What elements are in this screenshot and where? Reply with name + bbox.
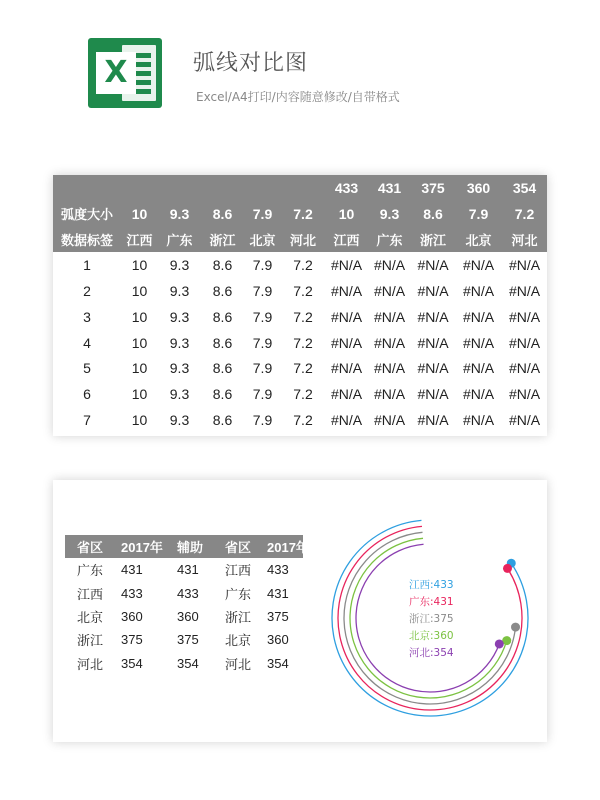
table-cell[interactable]: #N/A <box>373 360 406 377</box>
table-row <box>53 330 547 356</box>
table-cell[interactable]: #N/A <box>330 386 363 403</box>
page-subtitle: Excel/A4打印/内容随意修改/自带格式 <box>196 90 400 104</box>
table-row <box>53 407 547 433</box>
table-row <box>53 356 547 382</box>
data-label: 北京:360 <box>409 630 454 642</box>
table-cell[interactable]: #N/A <box>508 412 541 429</box>
table-row <box>53 278 547 304</box>
column-header: 2017年 <box>255 535 303 558</box>
table-row <box>65 628 303 651</box>
table-cell[interactable]: 9.3 <box>169 334 190 351</box>
header-cell: 8.6 <box>201 201 244 227</box>
data-label: 河北:354 <box>409 647 454 659</box>
table-cell[interactable]: #N/A <box>330 412 363 429</box>
table-cell[interactable]: 9.3 <box>169 360 190 377</box>
table-cell[interactable]: 9.3 <box>169 386 190 403</box>
table-cell[interactable]: 7.9 <box>252 334 273 351</box>
table-cell[interactable]: 7.2 <box>293 308 313 325</box>
header-cell: 431 <box>368 175 411 201</box>
table-cell[interactable]: #N/A <box>373 308 406 325</box>
table-cell[interactable]: 431 <box>121 562 143 578</box>
column-header: 2017年 <box>109 535 165 558</box>
table-cell[interactable]: 6 <box>83 386 91 403</box>
table-cell[interactable]: 8.6 <box>212 257 233 274</box>
data-label: 江西:433 <box>409 579 454 591</box>
table-cell[interactable]: 10 <box>131 360 148 377</box>
header-cell <box>281 175 325 201</box>
helper-header-row <box>53 175 547 201</box>
header-cell: 433 <box>325 175 368 201</box>
table-cell[interactable]: 江西 <box>225 563 252 579</box>
table-row <box>65 558 303 581</box>
column-header: 省区 <box>65 535 109 558</box>
header-cell: 北京 <box>244 227 281 253</box>
header-cell: 8.6 <box>411 201 455 227</box>
table-cell[interactable]: 375 <box>267 609 289 625</box>
table-cell[interactable]: 10 <box>131 283 148 300</box>
table-cell[interactable]: 8.6 <box>212 334 233 351</box>
table-cell[interactable]: 431 <box>177 562 199 578</box>
header-cell: 354 <box>502 175 547 201</box>
arc-end-marker <box>495 639 504 648</box>
row-label <box>53 175 121 201</box>
table-cell[interactable]: #N/A <box>508 386 541 403</box>
table-cell[interactable]: 7.2 <box>293 257 313 274</box>
header-cell: 河北 <box>281 227 325 253</box>
table-cell[interactable]: #N/A <box>462 360 495 377</box>
table-cell[interactable]: 8.6 <box>212 386 233 403</box>
table-cell[interactable]: 7.2 <box>293 412 313 429</box>
table-cell[interactable]: 433 <box>267 562 289 578</box>
table-cell[interactable]: 360 <box>267 632 289 648</box>
table-row <box>65 651 303 674</box>
header-cell <box>158 175 201 201</box>
table-cell[interactable]: 360 <box>177 609 199 625</box>
table-cell[interactable]: 375 <box>121 632 143 648</box>
table-cell[interactable]: 354 <box>177 655 199 671</box>
table-cell[interactable]: #N/A <box>417 334 449 351</box>
table-cell[interactable]: 7.2 <box>293 360 313 377</box>
source-data-table <box>65 535 309 675</box>
table-cell[interactable]: 433 <box>121 585 143 601</box>
table-cell[interactable]: 河北 <box>77 656 104 672</box>
helper-header-row <box>53 201 547 227</box>
table-cell[interactable]: 7.9 <box>252 386 273 403</box>
table-cell[interactable]: 8.6 <box>212 283 233 300</box>
table-cell[interactable]: #N/A <box>373 412 406 429</box>
table-cell[interactable]: 7.9 <box>252 412 273 429</box>
table-cell[interactable]: #N/A <box>330 334 363 351</box>
table-cell[interactable]: 8.6 <box>212 360 233 377</box>
header-cell <box>121 175 158 201</box>
table-cell[interactable]: #N/A <box>330 257 363 274</box>
table-cell[interactable]: 7.2 <box>293 283 313 300</box>
table-cell[interactable]: #N/A <box>462 257 495 274</box>
table-cell[interactable]: #N/A <box>508 308 541 325</box>
helper-header-row <box>53 227 547 253</box>
table-cell[interactable]: #N/A <box>462 308 495 325</box>
table-cell[interactable]: 河北 <box>225 656 252 672</box>
table-cell[interactable]: 7.9 <box>252 360 273 377</box>
table-cell[interactable]: 7.9 <box>252 308 273 325</box>
table-cell[interactable]: 1 <box>83 257 91 274</box>
table-cell[interactable]: 浙江 <box>77 633 104 649</box>
header-cell <box>244 175 281 201</box>
header-cell: 7.2 <box>502 201 547 227</box>
table-cell[interactable]: 2 <box>83 283 91 300</box>
helper-data-card <box>53 175 547 436</box>
table-cell[interactable]: #N/A <box>417 360 449 377</box>
table-cell[interactable]: #N/A <box>330 283 363 300</box>
header-cell: 9.3 <box>158 201 201 227</box>
table-cell[interactable]: 7.2 <box>293 386 313 403</box>
table-cell[interactable]: #N/A <box>417 283 449 300</box>
table-cell[interactable]: 10 <box>131 308 148 325</box>
table-cell[interactable]: #N/A <box>330 360 363 377</box>
table-row <box>65 582 303 605</box>
table-cell[interactable]: #N/A <box>462 283 495 300</box>
header-cell: 广东 <box>368 227 411 253</box>
table-cell[interactable]: 北京 <box>77 610 104 626</box>
header-cell: 10 <box>121 201 158 227</box>
table-cell[interactable]: #N/A <box>508 334 541 351</box>
table-cell[interactable]: 广东 <box>225 586 252 602</box>
table-row <box>53 304 547 330</box>
arc-comparison-chart <box>323 500 538 725</box>
table-cell[interactable]: #N/A <box>462 334 495 351</box>
table-cell[interactable]: #N/A <box>330 308 363 325</box>
table-cell[interactable]: 江西 <box>77 586 104 602</box>
table-cell[interactable]: 7.9 <box>252 257 273 274</box>
source-header-row <box>65 535 303 558</box>
table-cell[interactable]: 10 <box>131 412 148 429</box>
excel-logo-icon <box>88 38 162 108</box>
table-cell[interactable]: 浙江 <box>225 610 252 626</box>
table-cell[interactable]: #N/A <box>462 386 495 403</box>
table-cell[interactable]: #N/A <box>373 334 406 351</box>
helper-data-table <box>53 175 547 433</box>
table-cell[interactable]: #N/A <box>508 257 541 274</box>
arc-end-marker <box>511 623 520 632</box>
table-cell[interactable]: 433 <box>177 585 199 601</box>
header-cell: 江西 <box>325 227 368 253</box>
table-cell[interactable]: #N/A <box>417 308 449 325</box>
header-cell: 河北 <box>502 227 547 253</box>
table-cell[interactable]: #N/A <box>417 412 449 429</box>
data-label: 广东:431 <box>409 596 454 608</box>
table-cell[interactable]: 4 <box>83 334 91 351</box>
table-row <box>65 605 303 628</box>
table-cell[interactable]: #N/A <box>462 412 495 429</box>
table-cell[interactable]: 8.6 <box>212 308 233 325</box>
row-label: 弧度大小 <box>53 201 121 227</box>
table-cell[interactable]: #N/A <box>373 257 406 274</box>
header-cell: 浙江 <box>201 227 244 253</box>
table-cell[interactable]: 10 <box>131 386 148 403</box>
chart-card <box>53 480 547 742</box>
header-cell: 浙江 <box>411 227 455 253</box>
table-cell[interactable]: #N/A <box>508 360 541 377</box>
header-cell: 7.9 <box>455 201 502 227</box>
table-cell[interactable]: 9.3 <box>169 283 190 300</box>
column-header: 省区 <box>213 535 255 558</box>
table-cell[interactable]: 9.3 <box>169 308 190 325</box>
header-cell: 375 <box>411 175 455 201</box>
table-cell[interactable]: 8.6 <box>212 412 233 429</box>
table-row <box>53 252 547 278</box>
table-cell[interactable]: 354 <box>121 655 143 671</box>
data-label: 浙江:375 <box>409 613 454 625</box>
page-title: 弧线对比图 <box>193 51 309 76</box>
header-cell: 广东 <box>158 227 201 253</box>
table-cell[interactable]: 9.3 <box>169 257 190 274</box>
table-cell[interactable]: 北京 <box>225 633 252 649</box>
header-cell: 江西 <box>121 227 158 253</box>
header-cell: 9.3 <box>368 201 411 227</box>
table-cell[interactable]: 9.3 <box>169 412 190 429</box>
table-cell[interactable]: 375 <box>177 632 199 648</box>
header-cell <box>201 175 244 201</box>
table-cell[interactable]: 354 <box>267 655 289 671</box>
header-cell: 北京 <box>455 227 502 253</box>
header-cell: 360 <box>455 175 502 201</box>
arc-end-marker <box>503 564 512 573</box>
table-cell[interactable]: 7.2 <box>293 334 313 351</box>
header-cell: 10 <box>325 201 368 227</box>
table-cell[interactable]: #N/A <box>373 283 406 300</box>
header-cell: 7.9 <box>244 201 281 227</box>
table-cell[interactable]: #N/A <box>508 283 541 300</box>
table-cell[interactable]: 10 <box>131 334 148 351</box>
table-cell[interactable]: #N/A <box>373 386 406 403</box>
table-row <box>53 381 547 407</box>
table-cell[interactable]: #N/A <box>417 386 449 403</box>
table-cell[interactable]: 360 <box>121 609 143 625</box>
row-label: 数据标签 <box>53 227 121 253</box>
table-cell[interactable]: 10 <box>131 257 148 274</box>
table-cell[interactable]: 7 <box>83 412 91 429</box>
header-cell: 7.2 <box>281 201 325 227</box>
table-cell[interactable]: 431 <box>267 585 289 601</box>
table-cell[interactable]: 5 <box>83 360 91 377</box>
table-cell[interactable]: 广东 <box>77 563 104 579</box>
table-cell[interactable]: #N/A <box>417 257 449 274</box>
table-cell[interactable]: 3 <box>83 308 91 325</box>
table-cell[interactable]: 7.9 <box>252 283 273 300</box>
column-header: 辅助 <box>165 535 213 558</box>
logo-letter: X <box>96 52 136 94</box>
